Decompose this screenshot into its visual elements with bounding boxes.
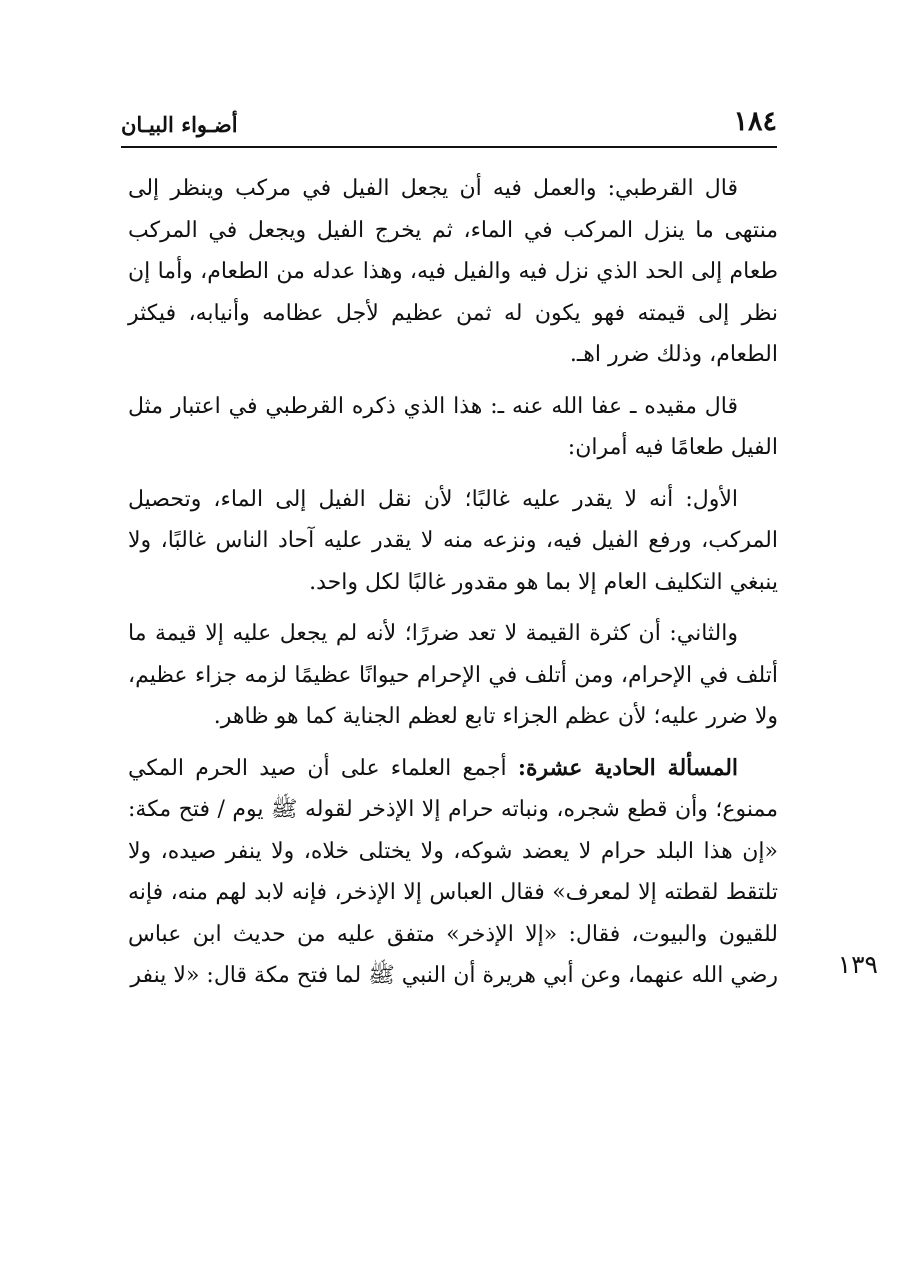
paragraph: الأول: أنه لا يقدر عليه غالبًا؛ لأن نقل الفيل إلى الماء، وتحصيل المركب، ورفع الفيل فيه، ونزعه منه لا يقدر عليه آحاد الناس غالبًا، ولا ينبغي التكليف العام إلا بما هو مقدور غالبًا لكل واحد. xyxy=(128,486,778,595)
issue-heading: المسألة الحادية عشرة: xyxy=(517,754,739,781)
book-title: أضـواء البيـان xyxy=(121,112,238,137)
paragraph-text: أجمع العلماء على أن صيد الحرم المكي ممنوع؛ وأن قطع شجره، ونباته حرام إلا الإذخر لقوله ﷺ يوم / فتح مكة: «إن هذا البلد حرام لا يعضد شوكه، ولا يختلى خلاه، ولا ينفر صيده، ولا تلتقط لقطته إلا لمعرف» فقال العباس إلا الإذخر، فإنه لابد لهم منه، فإنه للقيون والبيوت، فقال: «إلا الإذخر» متفق عليه من حديث ابن عباس رضي الله عنهما، وعن أبي هريرة أن النبي ﷺ لما فتح مكة قال: «لا ينفر xyxy=(128,755,778,988)
paragraph xyxy=(128,748,778,997)
body-text xyxy=(128,168,778,1007)
paragraph: والثاني: أن كثرة القيمة لا تعد ضررًا؛ لأنه لم يجعل عليه إلا قيمة ما أتلف في الإحرام، ومن أتلف في الإحرام حيوانًا عظيمًا لزمه جزاء عظيم، ولا ضرر عليه؛ لأن عظم الجزاء تابع لعظم الجناية كما هو ظاهر. xyxy=(128,621,778,729)
paragraph: قال مقيده ـ عفا الله عنه ـ: هذا الذي ذكره القرطبي في اعتبار مثل الفيل طعامًا فيه أمران: xyxy=(128,393,778,460)
page-number: ١٨٤ xyxy=(733,106,777,137)
page-header xyxy=(121,106,777,148)
margin-page-reference: ١٣٩ xyxy=(837,950,878,979)
paragraph: قال القرطبي: والعمل فيه أن يجعل الفيل في مركب وينظر إلى منتهى ما ينزل المركب في الماء، ثم يخرج الفيل ويجعل في المركب طعام إلى الحد الذي نزل فيه والفيل فيه، وهذا عدله من الطعام، وأما إن نظر إلى قيمته فهو يكون له ثمن عظيم لأجل عظامه وأنيابه، فيكثر الطعام، وذلك ضرر اهـ. xyxy=(128,176,778,367)
